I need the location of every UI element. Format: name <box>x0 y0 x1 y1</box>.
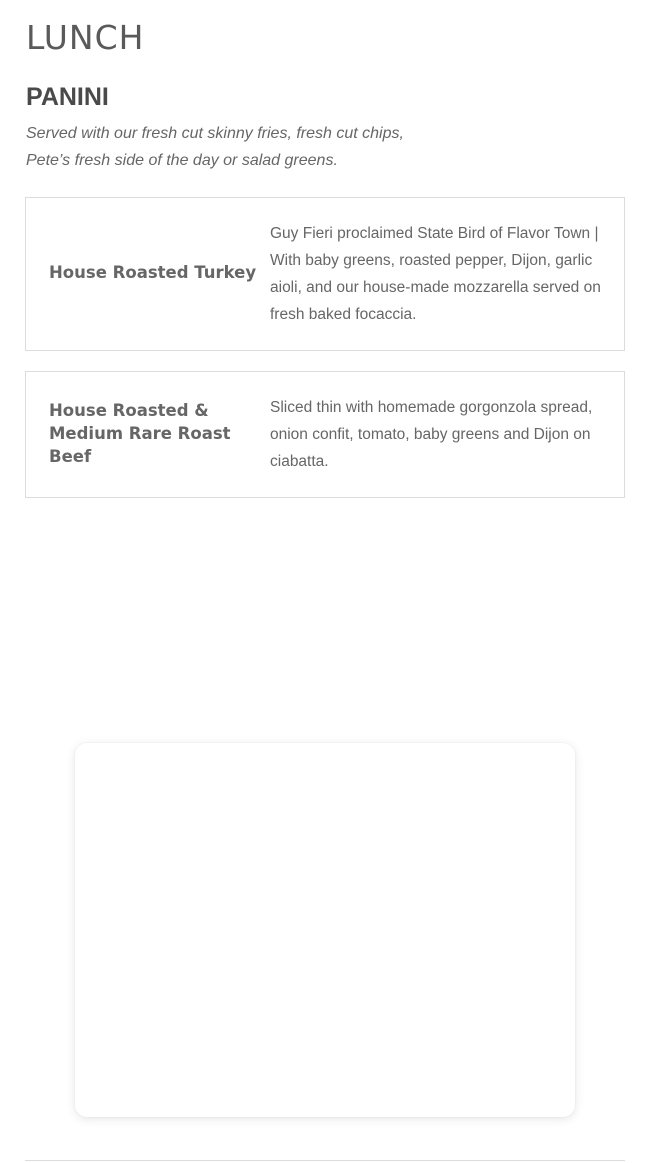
category-description-line-1: Served with our fresh cut skinny fries, fresh cut chips, <box>26 125 404 142</box>
menu-item-card <box>25 197 625 351</box>
menu-item-name: House Roasted & Medium Rare Roast Beef <box>49 401 231 466</box>
menu-item-card <box>25 371 625 498</box>
section-title: LUNCH <box>26 18 145 57</box>
menu-item-description: Sliced thin with homemade gorgonzola spread, onion confit, tomato, baby greens and Dijon on ciabatta. <box>270 399 593 470</box>
category-title: PANINI <box>26 83 109 111</box>
popup-panel[interactable] <box>75 743 575 1117</box>
menu-item-name: House Roasted Turkey <box>49 263 257 282</box>
menu-item-description: Guy Fieri proclaimed State Bird of Flavor Town | With baby greens, roasted pepper, Dijon, garlic aioli, and our house-made mozzarella served on fresh baked focaccia. <box>270 225 601 323</box>
divider <box>25 1160 625 1161</box>
category-description <box>26 120 446 174</box>
category-description-line-2: Pete’s fresh side of the day or salad greens. <box>26 152 338 169</box>
